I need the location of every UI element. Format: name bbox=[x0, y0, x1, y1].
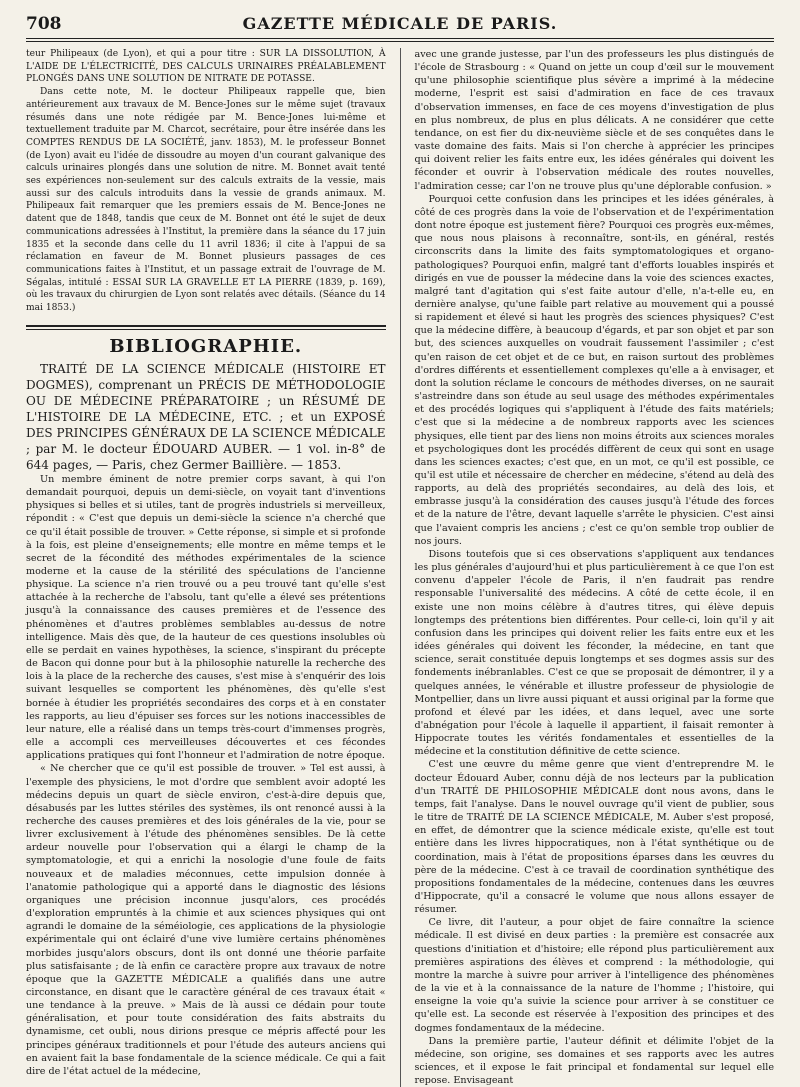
page-number: 708 bbox=[26, 14, 62, 34]
two-column-body bbox=[26, 48, 774, 1087]
right-paragraph-2: Pourquoi cette confusion dans les principes et les idées générales, à côté de ces progrès dans la voie de l'observation et de l'expérimentation dont notre époque est justement fière? Pourquoi ces progrès eux-mêmes, que nous nous plaisons à reconnaître, sont-ils, en général, restés circonscrits dans la limite des faits symptomatologiques et organo-pathologiques? Pourquoi enfin, malgré tant d'efforts louables inspirés et dirigés en vue de pousser la médecine dans la voie des sciences exactes, malgré tant d'agitation qui s'est faite autour d'elle, n'a-t-elle eu, en dernière analyse, qu'une faible part relative au mouvement qui a poussé si rapidement et élevé si haut les progrès des sciences physiques? C'est que la médecine diffère, à beaucoup d'égards, et par son objet et par son but, des sciences auxquelles on voudrait faussement l'assimiler ; c'est qu'en raison de cet objet et de ce but, en raison surtout des problèmes d'ordres différents et essentiellement complexes qu'elle a à envisager, et dont la solution réclame le concours de méthodes diverses, on ne saurait s'astreindre dans son étude au seul usage des méthodes expérimentales et des procédés logiques qui s'appliquent à l'étude des faits matériels; c'est que si la médecine a de nombreux rapports avec les sciences physiques, elle tient par des liens non moins étroits aux sciences morales et psychologiques dont les procédés diffèrent de ceux qui sont en usage dans les sciences exactes; c'est que, en un mot, ce qu'il est possible, ce qu'il est utile et nécessaire de chercher en médecine, s'étend au delà des rapports, au delà des propriétés secondaires, au delà des lois, et embrasse jusqu'à la considération des causes jusqu'à l'étude des forces et de la nature de l'être, devant laquelle s'arrête le physicien. C'est ainsi que l'avaient compris les anciens ; c'est ce qu'on semble trop oublier de nos jours. bbox=[414, 193, 775, 547]
column-divider bbox=[400, 48, 401, 1087]
right-paragraph-1: avec une grande justesse, par l'un des professeurs les plus distingués de l'école de Strasbourg : « Quand on jette un coup d'œil sur le mouvement qu'une philosophie scientifique plus sévère a imprimé à la médecine moderne, l'esprit est saisi d'admiration en face de ces travaux d'observation immenses, en face de ces moyens d'investigation de plus en plus nombreux, de plus en plus délicats. A ne considérer que cette tendance, on est fier du dix-neuvième siècle et de ses conquêtes dans le vaste domaine des faits. Mais si l'on cherche à apprécier les principes qui doivent relier les faits entre eux, les idées générales qui doivent les féconder et ouvrir à l'observation médicale des routes nouvelles, l'admiration cesse; car l'on ne trouve plus qu'une déplorable confusion. » bbox=[414, 49, 775, 192]
section-title: BIBLIOGRAPHIE. bbox=[109, 335, 303, 357]
right-paragraph-3: Disons toutefois que si ces observations s'appliquent aux tendances les plus générales d'aujourd'hui et plus particulièrement à ce que l'on est convenu d'appeler l'école de Paris, il n'en faudrait pas rendre responsable l'universalité des médecins. A côté de cette école, il en existe une non moins célèbre à d'autres titres, qui élève depuis longtemps des prétentions bien différentes. Pour celle-ci, loin qu'il y ait confusion dans les principes qui doivent relier les faits entre eux et les idées générales qui doivent les féconder, la médecine, en tant que science, serait constituée depuis longtemps et ses dogmes assis sur des fondements inébranlables. C'est ce que se proposait de démontrer, il y a quelques années, le vénérable et illustre professeur de physiologie de Montpellier, dans un livre aussi piquant et aussi original par la forme que profond et élevé par les idées, et dans lequel, avec une sorte d'abnégation pour l'école à laquelle il appartient, il faisait remonter à Hippocrate toutes les vérités fondamentales et essentielles de la médecine et la constitution définitive de cette science. bbox=[414, 548, 775, 758]
left-paragraph-2: « Ne chercher que ce qu'il est possible de trouver. » Tel est aussi, à l'exemple des physiciens, le mot d'ordre que semblent avoir adopté les médecins depuis un quart de siècle environ, c'est-à-dire depuis que, désabusés par les luttes stériles des systèmes, ils ont renoncé aussi à la recherche des causes premières et des lois générales de la vie, pour se livrer exclusivement à l'étude des phénomènes sensibles. De là cette ardeur nouvelle pour l'observation qui a élargi le champ de la symptomatologie, et qui a enrichi la nosologie d'une foule de faits nouveaux et de maladies méconnues, cette impulsion donnée à l'anatomie pathologique qui a apporté dans le diagnostic des lésions organiques une précision inconnue jusqu'alors, ces procédés d'exploration empruntés à la chimie et aux sciences physiques qui ont agrandi le domaine de la séméiologie, ces applications de la physiologie expérimentale qui ont éclairé d'une vive lumière certains phénomènes morbides jusqu'alors obscurs, dont ils ont donné une théorie parfaite plus satisfaisante ; de là enfin ce caractère propre aux travaux de notre époque que la GAZETTE MÉDICALE a qualifiés dans une autre circonstance, en disant que le caractère général de ces travaux était « une tendance à la preuve. » Mais de là aussi ce dédain pour toute généralisation, et pour toute considération des faits abstraits du dynamisme, cet oubli, nous dirions presque ce mépris affecté pour les principes généraux traditionnels et pour l'étude des auteurs anciens qui en avaient fait la base fondamentale de la science médicale. Ce qui a fait dire de l'état actuel de la médecine, bbox=[26, 763, 386, 1077]
left-paragraph-1: Un membre éminent de notre premier corps savant, à qui l'on demandait pourquoi, depuis un demi-siècle, on voyait tant d'inventions physiques si belles et si utiles, tant de progrès industriels si merveilleux, répondit : « C'est que depuis un demi-siècle la science n'a cherché que ce qu'il était possible de trouver. » Cette réponse, si simple et si profonde à la fois, est pleine d'enseignements; elle montre en même temps et le secret de la fécondité des méthodes expérimentales de la science moderne et la cause de la stérilité des spéculations de l'ancienne physique. La science n'a rien trouvé ou a peu trouvé tant qu'elle s'est attachée à la recherche de l'absolu, tant qu'elle a élevé ses prétentions jusqu'à la connaissance des causes premières et de l'essence des phénomènes et d'autres problèmes semblables au-dessus de notre intelligence. Mais dès que, de la hauteur de ces questions insolubles où elle se perdait en vaines hypothèses, la science, s'inspirant du précepte de Bacon qui donne pour but à la philosophie naturelle la recherche des lois à la place de la recherche des causes, s'est mise à s'enquérir des lois suivant lesquelles se comportent les phénomènes, dès qu'elle s'est bornée à étudier les propriétés secondaires des corps et à en constater les rapports, au lieu d'épuiser ses forces sur les notions inaccessibles de leur nature, elle a réalisé dans un temps très-court d'immenses progrès, elle a accompli ces merveilleuses découvertes et ces fécondes applications pratiques qui font l'honneur et l'admiration de notre époque. bbox=[26, 473, 386, 762]
right-paragraph-4: C'est une œuvre du même genre que vient d'entreprendre M. le docteur Édouard Auber, connu déjà de nos lecteurs par la publication d'un TRAITÉ DE PHILOSOPHIE MÉDICALE dont nous avons, dans le temps, fait l'analyse. Dans le nouvel ouvrage qu'il vient de publier, sous le titre de TRAITÉ DE LA SCIENCE MÉDICALE, M. Auber s'est proposé, en effet, de démontrer que la science médicale existe, qu'elle est tout entière dans les livres hippocratiques, non à l'état synthétique ou de coordination, mais à l'état de propositions éparses dans les œuvres du père de la médecine. C'est à ce travail de coordination synthétique des propositions fondamentales de la médecine, contenues dans les œuvres d'Hippocrate, qu'il a consacré le volume que nous allons essayer de résumer. bbox=[414, 759, 775, 916]
left-opening-text: teur Philipeaux (de Lyon), et qui a pour titre : SUR LA DISSOLUTION, À L'AIDE DE L'ÉLECTRICITÉ, DES CALCULS URINAIRES PRÉALABLEMENT PLONGÉS DANS UNE SOLUTION DE NITRATE DE POTASSE. bbox=[26, 49, 386, 85]
right-paragraph-6: Dans la première partie, l'auteur définit et délimite l'objet de la médecine, son origine, ses domaines et ses rapports avec les autres sciences, et il expose le fait principal et fondamental sur lequel elle repose. Envisageant bbox=[414, 1035, 775, 1087]
right-paragraph-5: Ce livre, dit l'auteur, a pour objet de faire connaître la science médicale. Il est divisé en deux parties : la première est consacrée aux questions d'initiation et d'histoire; elle répond plus particulièrement aux premières aspirations des élèves et comprend : la méthodologie, qui montre la marche à suivre pour arriver à l'intelligence des phénomènes de la vie et à la connaissance de la nature de l'homme ; l'histoire, qui enseigne la voie qu'a suivie la science pour arriver à se constituer ce qu'elle est. La seconde est réservée à l'exposition des principes et des dogmes fondamentaux de la médecine. bbox=[414, 917, 775, 1034]
page-header bbox=[26, 14, 774, 39]
journal-title: GAZETTE MÉDICALE DE PARIS. bbox=[242, 14, 558, 33]
left-note: Dans cette note, M. le docteur Philipeaux rappelle que, bien antérieurement aux travaux de M. Bence-Jones sur le même sujet (travaux résumés dans une note rédigée par M. Bence-Jones lui-même et textuellement traduite par M. Charcot, secrétaire, pour être insérée dans les COMPTES RENDUS DE LA SOCIÉTÉ, janv. 1853), M. le professeur Bonnet (de Lyon) avait eu l'idée de dissoudre au moyen d'un courant galvanique des calculs urinaires plongés dans une solution de nitre. M. Bonnet avait tenté ses expériences non-seulement sur des calculs extraits de la vessie, mais aussi sur des calculs introduits dans la vessie de grands animaux. M. Philipeaux fait remarquer que les premiers essais de M. Bence-Jones ne datent que de 1848, tandis que ceux de M. Bonnet ont été le sujet de deux communications adressées à l'Institut, la première dans la séance du 17 juin 1835 et la seconde dans celle du 11 avril 1836; il cite à l'appui de sa réclamation en faveur de M. Bonnet plusieurs passages de ces communications faites à l'Institut, et un passage extrait de l'ouvrage de M. Ségalas, intitulé : ESSAI SUR LA GRAVELLE ET LA PIERRE (1839, p. 169), où les travaux du chirurgien de Lyon sont relatés avec détails. (Séance du 14 mai 1853.) bbox=[26, 87, 386, 314]
section-divider bbox=[26, 325, 386, 330]
left-column bbox=[26, 48, 386, 1087]
right-column bbox=[415, 48, 775, 1087]
header-rule bbox=[26, 39, 774, 42]
book-entry: TRAITÉ DE LA SCIENCE MÉDICALE (HISTOIRE ET DOGMES), comprenant un PRÉCIS DE MÉTHODOLOGIE OU DE MÉDECINE PRÉPARATOIRE ; un RÉSUMÉ DE L'HISTOIRE DE LA MÉDECINE, ETC. ; et un EXPOSÉ DES PRINCIPES GÉNÉRAUX DE LA SCIENCE MÉDICALE ; par M. le docteur ÉDOUARD AUBER. — 1 vol. in-8° de 644 pages, — Paris, chez Germer Baillière. — 1853. bbox=[26, 361, 386, 472]
